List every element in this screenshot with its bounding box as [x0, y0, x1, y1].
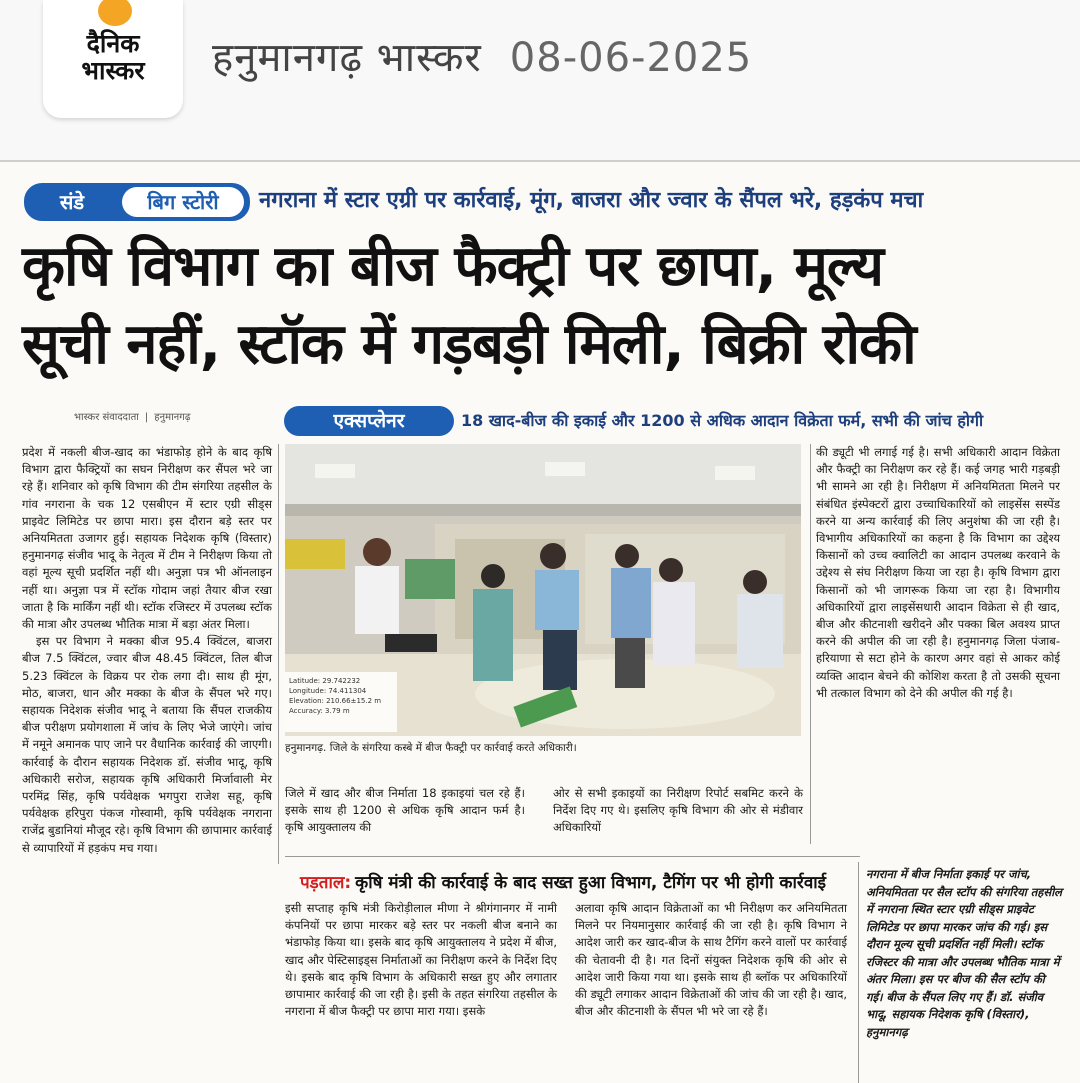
kicker-big-story: बिग स्टोरी	[122, 187, 244, 217]
article-paragraph: इस पर विभाग ने मक्का बीज 95.4 क्विंटल, बाजरा बीज 7.5 क्विंटल, ज्वार बीज 48.45 क्विंटल, तिल बीज 5.23 क्विंटल के विक्रय पर रोक लगा दी। साथ ही मूंग, मोठ, बाजरा, धान और मक्का के बीज के सैंपल भरे गए। सहायक निदेशक संजीव भादू ने बताया कि सैंपल राजकीय बीज परीक्षण प्रयोगशाला में जांच के लिए भेजे जाएंगे। जांच में नमूने अमानक पाए जाने पर वैधानिक कार्रवाई की जाएगी। कार्रवाई के दौरान सहायक निदेशक डॉ. संजीव भादू, कृषि अधिकारी सरोज, सहायक कृषि अधिकारी मिर्जावाली मेर परमिंद्र सिंह, कृषि पर्यवेक्षक भगपुरा राजेश सहू, कृषि पर्यवेक्षक हरिपुरा पंकज गोस्वामी, कृषि पर्यवेक्षक नगराना राजेंद्र बुडानियां मौजूद रहे। कृषि विभाग की छापामार कार्रवाई से व्यापारियों में हड़कंप मच गया।	[22, 634, 272, 855]
dainik-bhaskar-logo[interactable]	[43, 0, 183, 118]
kicker	[24, 183, 1064, 219]
headline	[22, 228, 1062, 384]
edition-date: 08-06-2025	[509, 35, 753, 81]
article-paragraph: जिले में खाद और बीज निर्माता 18 इकाइयां चल रहे हैं। इसके साथ ही 1200 से अधिक कृषि आदान फर्म है। कृषि आयुक्तालय की	[285, 786, 525, 835]
byline: भास्कर संवाददाता | हनुमानगढ़	[74, 412, 191, 423]
explainer-text: 18 खाद-बीज की इकाई और 1200 से अधिक आदान विक्रेता फर्म, सभी की जांच होगी	[461, 411, 984, 430]
kicker-pill	[24, 183, 250, 221]
byline-place: हनुमानगढ़	[154, 412, 191, 423]
edition-title	[212, 28, 752, 83]
article-photo	[285, 444, 801, 736]
sidebar-box: नगराना में बीज निर्माता इकाई पर जांच, अनियमितता पर सैल स्टॉप की संगरिया तहसील में नगराना स्थित स्टार एग्री सीड्स प्राइवेट लिमिटेड पर छापा मारकर जांच की गई। इस दौरान मूल्य सूची प्रदर्शित नहीं मिली। स्टॉक रजिस्टर की मात्रा और उपलब्ध भौतिक मात्रा में अंतर मिला। इस पर बीज की सैल स्टॉप की गई। बीज के सैंपल लिए गए हैं। डॉ. संजीव भादू, सहायक निदेशक कृषि (विस्तार), हनुमानगढ़	[866, 867, 1062, 1039]
explainer-label: एक्सप्लेनर	[284, 406, 454, 436]
edition-name: हनुमानगढ़ भास्कर	[212, 35, 482, 81]
logo-text: दैनिक भास्कर	[81, 29, 145, 85]
explainer	[284, 404, 1064, 438]
photo-geotag: Latitude: 29.742232 Longitude: 74.411304 Elevation: 210.66±15.2 m Accuracy: 3.79 m	[285, 672, 397, 732]
headline-line-1: कृषि विभाग का बीज फैक्ट्री पर छापा, मूल्य	[22, 234, 883, 299]
padtal-label: पड़ताल:	[300, 873, 352, 893]
column-divider	[810, 444, 811, 844]
section-divider	[285, 856, 860, 857]
article-column-1	[22, 444, 272, 857]
byline-reporter: भास्कर संवाददाता	[74, 412, 139, 423]
article-column-2	[285, 785, 525, 837]
kicker-text: नगराना में स्टार एग्री पर कार्रवाई, मूंग, बाजरा और ज्वार के सैंपल भरे, हड़कंप मचा	[259, 188, 924, 213]
padtal-title: कृषि मंत्री की कार्रवाई के बाद सख्त हुआ विभाग, टैगिंग पर भी होगी कार्रवाई	[355, 873, 827, 893]
column-divider	[858, 862, 859, 1083]
padtal-column-2	[575, 900, 847, 1020]
column-divider	[278, 444, 279, 864]
photo-caption: हनुमानगढ़. जिले के संगरिया कस्बे में बीज फैक्ट्री पर कार्रवाई करते अधिकारी।	[285, 742, 577, 754]
kicker-sunday: संडे	[59, 190, 85, 214]
article-column-4	[816, 444, 1060, 702]
article-paragraph: इसी सप्ताह कृषि मंत्री किरोड़ीलाल मीणा ने श्रीगंगानगर में नामी कंपनियों पर छापा मारकर बड़े स्तर पर नकली बीज बनाने का भंडाफोड़ किया था। इसके बाद कृषि आयुक्तालय ने प्रदेश में बीज, खाद और पेस्टिसाइड्स निर्माताओं का निरीक्षण करने के निर्देश दिए थे। इसके बाद कृषि विभाग के अधिकारी सख्त हुए और लगातार छापामार कार्रवाई की जा रही है। इसी के तहत संगरिया तहसील के नगराना में बीज फैक्ट्री पर छापा मारा गया। इसके	[285, 901, 557, 1019]
app-header	[0, 0, 1080, 162]
padtal-column-1	[285, 900, 557, 1020]
padtal-heading	[300, 870, 826, 893]
article-paragraph: ओर से सभी इकाइयों का निरीक्षण रिपोर्ट सबमिट करने के निर्देश दिए गए थे। इसलिए कृषि विभाग की ओर से मंडीवार अधिकारियों	[553, 786, 803, 835]
article-paragraph: अलावा कृषि आदान विक्रेताओं का भी निरीक्षण कर अनियमितता मिलने पर नियमानुसार कार्रवाई की जा रही है। कृषि विभाग ने आदेश जारी कर खाद-बीज के साथ टैगिंग करने वालों पर कार्रवाई की चेतावनी दी है। गत दिनों संयुक्त निदेशक कृषि की ओर से आदेश जारी किया गया था। इसके साथ ही ब्लॉक पर अधिकारियों की ड्यूटी लगाकर आदान विक्रेताओं की जांच की जा रही है। खाद, बीज और कीटनाशी के सैंपल भी भरे जा रहे हैं।	[575, 901, 847, 1019]
sun-logo-icon	[98, 0, 132, 26]
article-paragraph: प्रदेश में नकली बीज-खाद का भंडाफोड़ होने के बाद कृषि विभाग द्वारा फैक्ट्रियों का सघन निरीक्षण कर सैंपल भरे जा रहे हैं। शनिवार को कृषि विभाग की टीम संगरिया तहसील के गांव नगराना के चक 12 एसबीएन में स्टार एग्री सीड्स प्राइवेट लिमिटेड पर छापा मारा। इस दौरान बड़े स्तर पर अनियमितता उजागर हुई। सहायक निदेशक कृषि (विस्तार) हनुमानगढ़ संजीव भादू के नेतृत्व में टीम ने निरीक्षण किया तो वहां मूल्य सूची प्रदर्शित नहीं थी। अनुज्ञा पत्र भी ऑनलाइन नहीं था। अनुज्ञा पत्र में स्टॉक गोदाम जहां तैयार बीज रखा जाता है कि मार्किंग नहीं थी। स्टॉक रजिस्टर में उपलब्ध स्टॉक की मात्रा और उपलब्ध भौतिक मात्रा में बड़ा अंतर मिला।	[22, 445, 272, 632]
article-column-3	[553, 785, 803, 837]
headline-line-2: सूची नहीं, स्टॉक में गड़बड़ी मिली, बिक्री रोकी	[22, 312, 916, 377]
article-paragraph: की ड्यूटी भी लगाई गई है। सभी अधिकारी आदान विक्रेता और फैक्ट्री का निरीक्षण कर रहे हैं। कई जगह भारी गड़बड़ी भी सामने आ रही है। निरीक्षण में अनियमितता मिलने पर संबंधित इंस्पेक्टरों द्वारा उच्चाधिकारियों को लाइसेंस सस्पेंड करने या अन्य कार्रवाई की लिए अनुशंषा की जा रही है। विभागीय अधिकारियों का कहना है कि विभाग का उद्देश्य किसानों को उच्च क्वालिटी का आदान उपलब्ध करवाने के उद्देश्य से संघ निरीक्षण किया जा रहा है। कृषि विभाग द्वारा किसानों को भी जागरूक किया जा रहा है। विभागीय अधिकारियों द्वारा लाइसेंसधारी आदान विक्रेता से ही खाद, बीज और कीटनाशी खरीदने और पक्का बिल अवश्य प्राप्त करने की अपील की जा रही है। हनुमानगढ़ जिला पंजाब-हरियाणा से सटा होने के कारण अगर वहां से आकर कोई व्यक्ति आदान बेचने की कोशिश करता है तो उसकी सूचना भी तत्काल विभाग को देने की अपील की गई है।	[816, 445, 1060, 700]
